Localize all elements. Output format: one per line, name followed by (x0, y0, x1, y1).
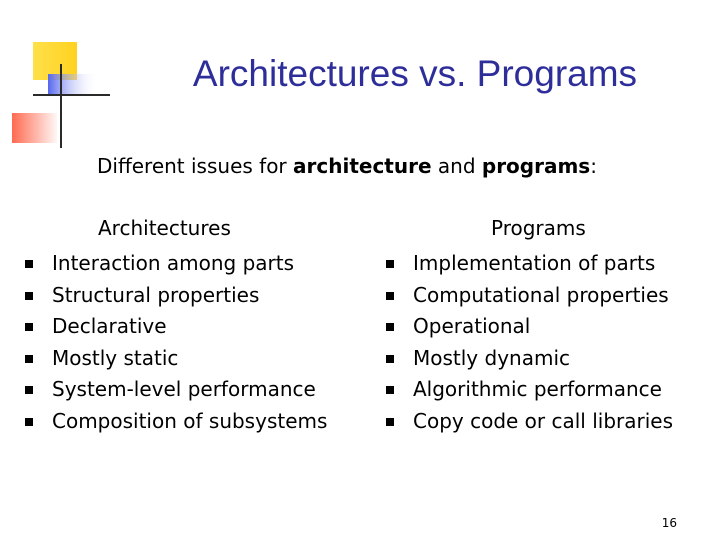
list-item (25, 249, 327, 281)
subtitle-architecture: architecture (293, 154, 432, 178)
subtitle-middle: and (431, 154, 482, 178)
square-bullet-icon (25, 323, 33, 331)
square-bullet-icon (25, 260, 33, 268)
page-number: 16 (661, 516, 677, 530)
list-item-text: Algorithmic performance (413, 377, 662, 401)
subtitle-suffix: : (590, 154, 597, 178)
square-bullet-icon (25, 292, 33, 300)
square-bullet-icon (25, 355, 33, 363)
list-item-text: System-level performance (52, 377, 316, 401)
list-item-text: Copy code or call libraries (413, 408, 674, 433)
deco-red-bar (12, 113, 57, 143)
square-bullet-icon (386, 418, 394, 426)
slide-subtitle (97, 153, 597, 179)
square-bullet-icon (25, 386, 33, 394)
list-item-text: Implementation of parts (413, 251, 656, 275)
corner-decoration (0, 0, 110, 150)
list-item-text: Operational (413, 314, 531, 338)
programs-list (386, 249, 673, 438)
subtitle-prefix: Different issues for (97, 154, 294, 178)
list-item (25, 312, 327, 344)
square-bullet-icon (386, 292, 394, 300)
list-item-text: Interaction among parts (52, 251, 295, 275)
square-bullet-icon (386, 386, 394, 394)
architectures-list (25, 249, 327, 438)
list-item (386, 344, 673, 376)
list-item-text: Declarative (52, 314, 167, 338)
list-item (25, 281, 327, 313)
square-bullet-icon (386, 355, 394, 363)
list-item (386, 312, 673, 344)
list-item-text: Mostly dynamic (413, 345, 571, 370)
list-item (25, 375, 327, 407)
slide-title: Architectures vs. Programs (192, 53, 638, 94)
square-bullet-icon (25, 418, 33, 426)
list-item (386, 281, 673, 313)
deco-blue-bar (48, 74, 98, 94)
list-item (386, 375, 673, 407)
list-item-text: Mostly static (52, 345, 179, 370)
square-bullet-icon (386, 260, 394, 268)
list-item (386, 249, 673, 281)
list-item-text: Computational properties (413, 282, 669, 307)
architectures-heading: Architectures (98, 216, 231, 240)
programs-heading: Programs (491, 216, 586, 240)
subtitle-programs: programs (481, 154, 591, 178)
square-bullet-icon (386, 323, 394, 331)
list-item-text: Composition of subsystems (52, 408, 328, 433)
list-item (25, 344, 327, 376)
list-item-text: Structural properties (52, 282, 260, 307)
list-item (25, 407, 327, 439)
list-item (386, 407, 673, 439)
